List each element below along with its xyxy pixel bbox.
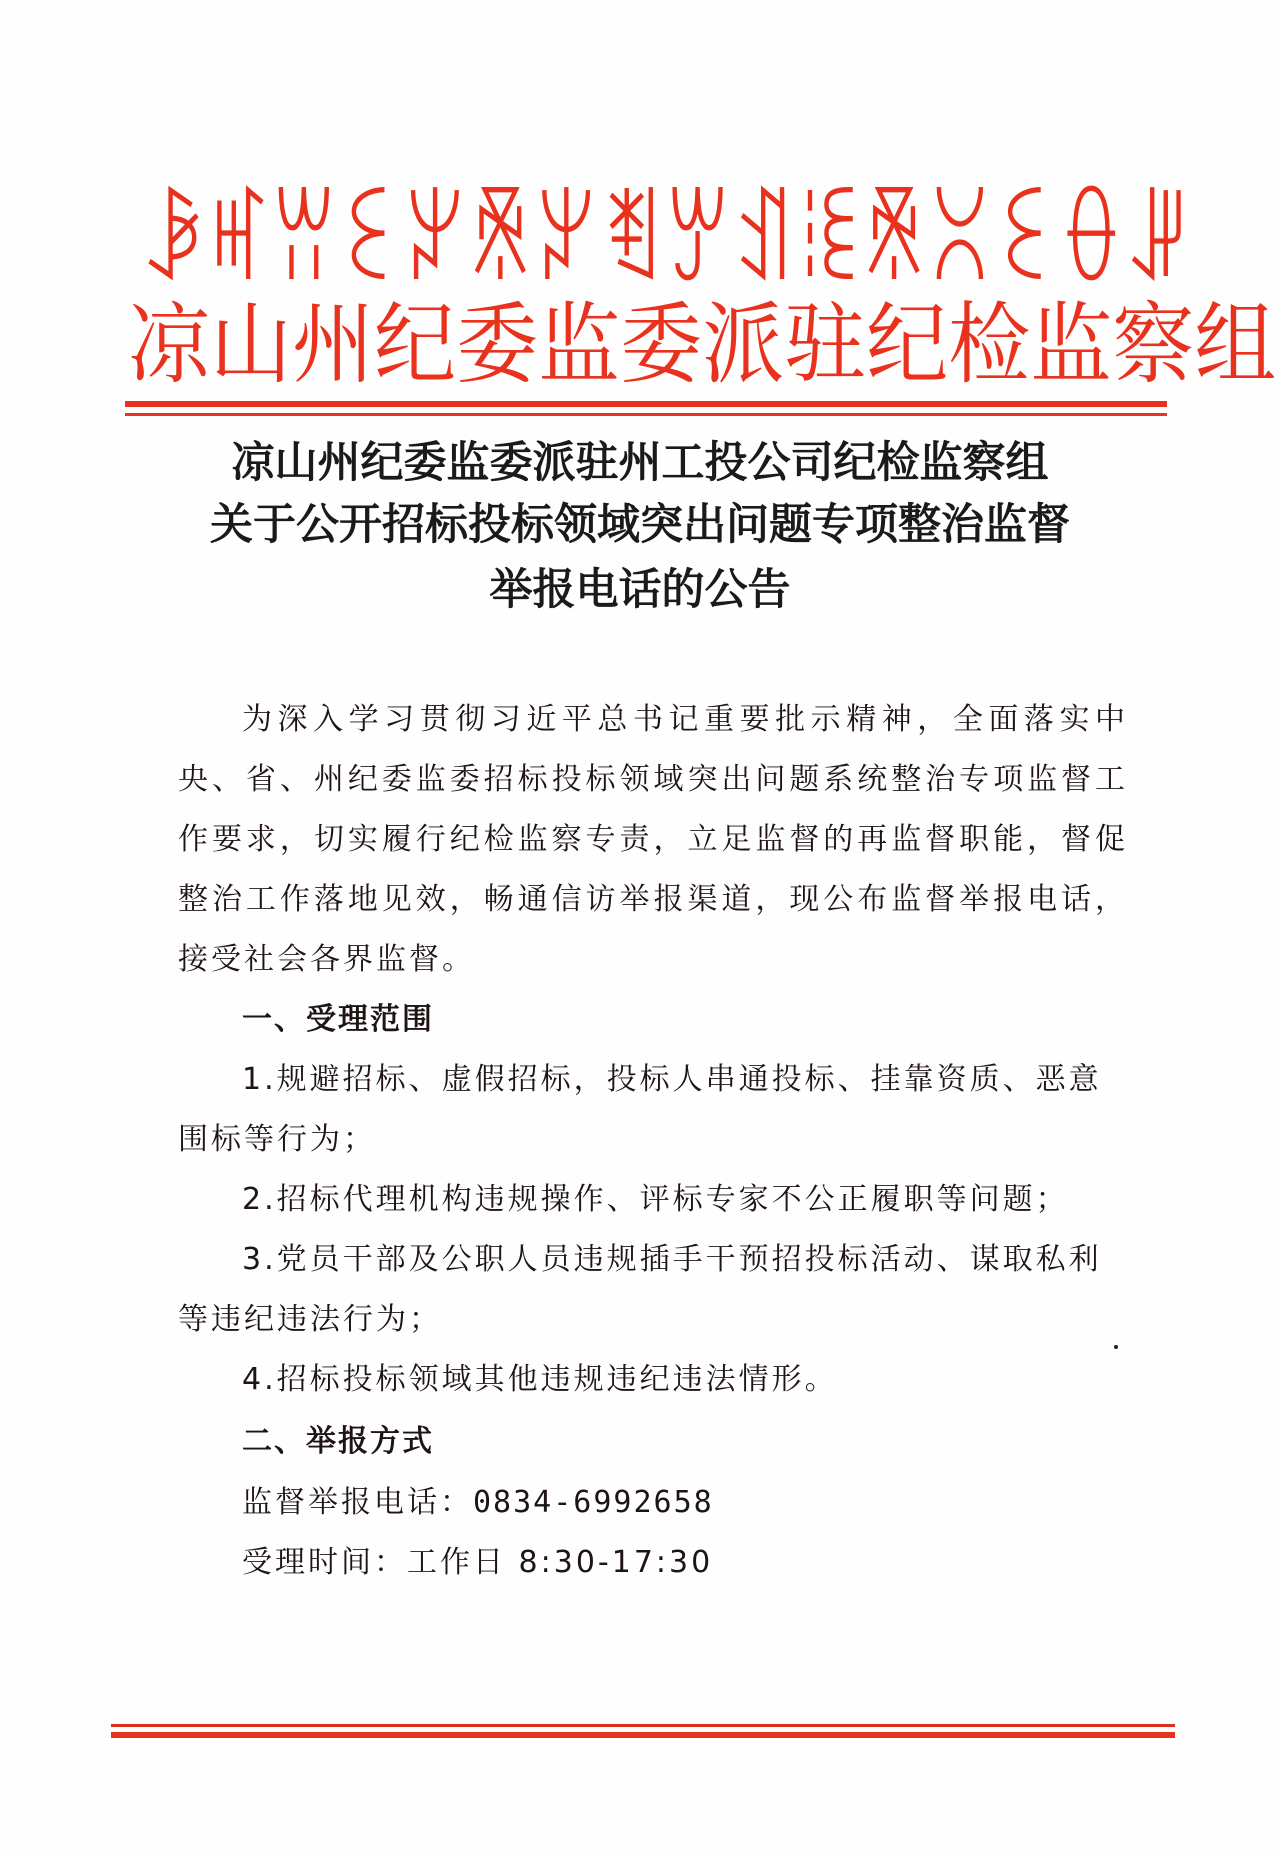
letterhead-char: 委 — [620, 294, 703, 397]
letterhead-rule-thin — [125, 413, 1167, 416]
yi-char: ꍰ — [861, 181, 928, 304]
yi-char: ꎭ — [205, 181, 272, 304]
yi-char: ꀊ — [730, 181, 797, 304]
letterhead-char: 察 — [1112, 294, 1195, 397]
document-title-line-3: 举报电话的公告 — [489, 565, 791, 615]
yi-char: ꂷ — [1058, 181, 1125, 304]
report-phone-row — [242, 1473, 1192, 1533]
yi-char: ꏮ — [665, 181, 731, 304]
yi-char: ꀕ — [271, 181, 337, 304]
footer-rule-thick — [111, 1732, 1175, 1738]
section-heading-scope: 一、受理范围 — [242, 1002, 434, 1037]
yi-char: ꊫ — [796, 181, 862, 304]
letterhead-organization-name — [128, 294, 1277, 397]
scope-item-4: 4.招标投标领域其他违规违纪违法情形。 — [242, 1362, 838, 1397]
yi-char: ꆃ — [140, 181, 206, 304]
yi-char: ꏃ — [533, 181, 600, 304]
yi-char: ꄮ — [599, 181, 665, 304]
section-heading-reporting-method: 二、举报方式 — [242, 1424, 434, 1459]
scope-item-3: 3.党员干部及公职人员违规插手干预招投标活动、谋取私利等违纪违法行为； — [178, 1242, 1102, 1337]
scope-item-2: 2.招标代理机构违规操作、评标专家不公正履职等问题； — [242, 1182, 1069, 1217]
footer-rule-thin — [111, 1724, 1175, 1727]
letterhead-char: 委 — [456, 294, 539, 397]
letterhead-char: 派 — [702, 294, 785, 397]
intro-paragraph: 为深入学习贯彻习近平总书记重要批示精神，全面落实中央、省、州纪委监委招标投标领域突出问题系统整治专项监督工作要求，切实履行纪检监察专责，立足监督的再监督职能，督促整治工作落地见效，畅通信访举报渠道，现公布监督举报电话，接受社会各界监督。 — [178, 702, 1128, 977]
letterhead-char: 纪 — [374, 294, 457, 397]
letterhead-char: 驻 — [784, 294, 867, 397]
yi-char: ꏃ — [402, 181, 469, 304]
letterhead-char: 山 — [210, 294, 293, 397]
report-phone-number: 0834-6992658 — [473, 1485, 714, 1520]
scope-item-1: 1.规避招标、虚假招标，投标人串通投标、挂靠资质、恶意围标等行为； — [178, 1062, 1102, 1157]
document-title-line-1: 凉山州纪委监委派驻州工投公司纪检监察组 — [231, 438, 1049, 488]
yi-char: ꇤ — [927, 181, 994, 304]
letterhead-char: 组 — [1194, 294, 1277, 397]
report-phone-label: 监督举报电话： — [242, 1485, 473, 1520]
letterhead-char: 州 — [292, 294, 375, 397]
letterhead-char: 监 — [1030, 294, 1113, 397]
office-hours-value: 工作日 8:30-17:30 — [407, 1545, 714, 1580]
letterhead-char: 凉 — [128, 294, 211, 397]
letterhead-char: 检 — [948, 294, 1031, 397]
yi-char: ꍰ — [468, 181, 534, 304]
yi-char: ꏂ — [336, 181, 403, 304]
letterhead-rule-thick — [125, 401, 1167, 407]
letterhead-yi-script — [140, 145, 1190, 304]
yi-char: ꏂ — [993, 181, 1059, 304]
letterhead-char: 监 — [538, 294, 621, 397]
yi-char: ꎼ — [1124, 181, 1190, 304]
letterhead-char: 纪 — [866, 294, 949, 397]
office-hours-label: 受理时间： — [242, 1545, 407, 1580]
stray-mark — [1114, 1345, 1118, 1349]
office-hours-row — [242, 1533, 1192, 1593]
document-title-line-2: 关于公开招标投标领域突出问题专项整治监督 — [210, 500, 1070, 550]
